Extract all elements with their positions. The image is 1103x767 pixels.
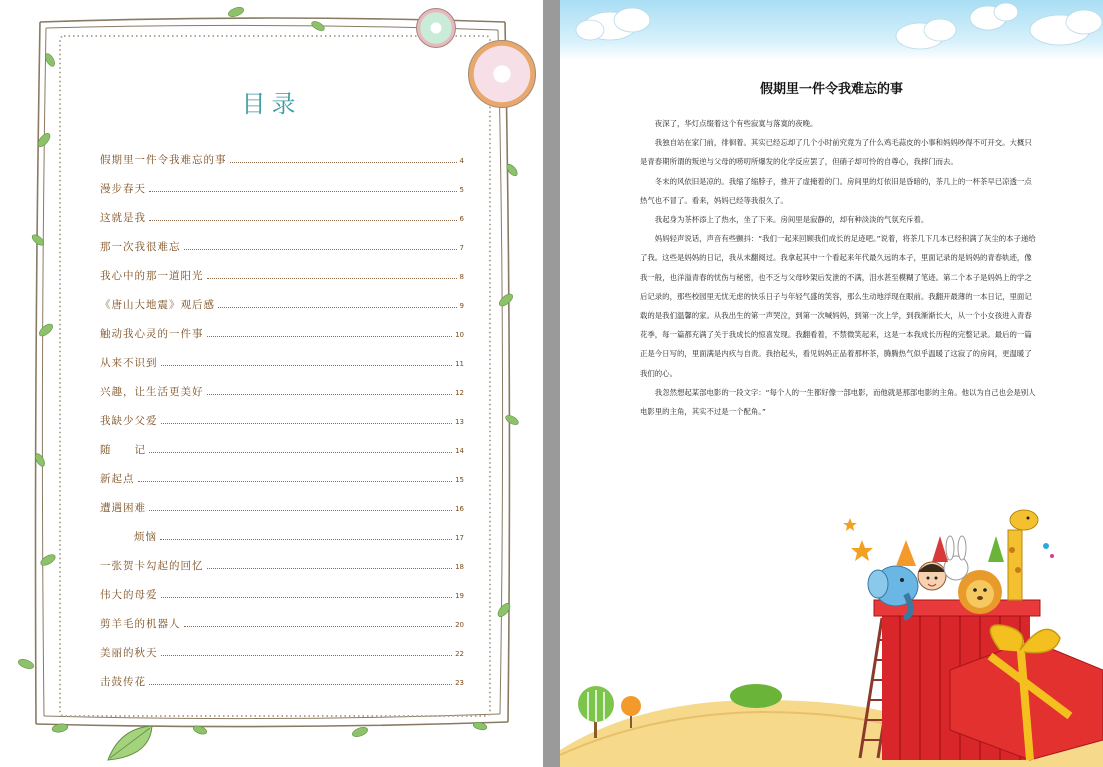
toc-entry[interactable] [100, 602, 464, 631]
toc-list [100, 138, 464, 689]
toc-entry[interactable] [100, 138, 464, 167]
toc-dot-leader [207, 278, 457, 279]
toc-entry-title: 从来不识到 [100, 357, 158, 369]
toc-entry[interactable] [100, 660, 464, 689]
toc-entry[interactable] [100, 457, 464, 486]
toc-dot-leader [230, 162, 457, 163]
story-paragraph: 我独自站在家门前，徘徊着。其实已经忘却了几个小时前究竟为了什么鸡毛蒜皮的小事和妈妈吵得不可开交。大概只是青春期所谓的叛逆与父母的唠叨所爆发的化学反应罢了，但硝子却可怜的自尊心，我摔门而去。 [640, 138, 1032, 167]
toc-entry-title: 击鼓传花 [100, 676, 146, 688]
toc-entry-page-number: 22 [455, 650, 464, 658]
toc-entry-title: 遭遇困难 [100, 502, 146, 514]
clouds-decoration [560, 0, 1103, 70]
toc-entry-title: 烦恼 [134, 531, 157, 543]
toc-entry-page-number: 4 [459, 157, 464, 165]
toc-dot-leader [149, 191, 457, 192]
toc-entry-title: 这就是我 [100, 212, 146, 224]
toc-entry-page-number: 23 [455, 679, 464, 687]
toc-entry-title: 《唐山大地震》观后感 [100, 299, 215, 311]
toc-entry-title: 漫步春天 [100, 183, 146, 195]
toc-entry-page-number: 9 [459, 302, 464, 310]
story-title: 假期里一件令我难忘的事 [759, 82, 903, 97]
toc-page [0, 0, 543, 767]
donut-decoration-small [416, 8, 456, 48]
toc-entry[interactable] [100, 428, 464, 457]
toc-dot-leader [149, 452, 452, 453]
toc-entry-page-number: 15 [455, 476, 464, 484]
story-body [640, 114, 1038, 421]
toc-entry-page-number: 18 [455, 563, 464, 571]
toc-entry-page-number: 13 [455, 418, 464, 426]
toc-entry-title: 假期里一件令我难忘的事 [100, 154, 227, 166]
toc-dot-leader [184, 626, 453, 627]
toc-entry[interactable] [100, 370, 464, 399]
toc-entry[interactable] [100, 341, 464, 370]
toc-entry-title: 我心中的那一道阳光 [100, 270, 204, 282]
toc-dot-leader [161, 655, 453, 656]
toc-dot-leader [207, 568, 453, 569]
toc-dot-leader [207, 394, 453, 395]
story-paragraph: 我起身为茶杯添上了热水，坐了下来。房间里是寂静的，却有种淡淡的气氛充斥着。 [654, 215, 929, 225]
toc-entry[interactable] [100, 225, 464, 254]
toc-entry-title: 随 记 [100, 444, 146, 456]
toc-entry[interactable] [100, 573, 464, 602]
toc-entry-title: 新起点 [100, 473, 135, 485]
toc-entry-page-number: 17 [455, 534, 464, 542]
toc-entry-title: 伟大的母爱 [100, 589, 158, 601]
toc-entry[interactable] [100, 254, 464, 283]
toc-dot-leader [184, 249, 457, 250]
toc-entry-title: 触动我心灵的一件事 [100, 328, 204, 340]
story-paragraph: 冬末的风依旧是凉的。我缩了缩脖子，推开了虚掩着的门。房间里的灯依旧是昏暗的，茶几上的一杯茶早已凉透一点热气也不冒了。看来，妈妈已经等我很久了。 [640, 176, 1032, 205]
toc-dot-leader [161, 597, 453, 598]
toc-entry-page-number: 6 [459, 215, 464, 223]
party-gift-illustration [560, 500, 1103, 767]
toc-entry-title: 那一次我很难忘 [100, 241, 181, 253]
toc-entry-page-number: 5 [459, 186, 464, 194]
story-paragraph: 夜深了，华灯点缀着这个有些寂寞与落寞的夜晚。 [654, 119, 818, 128]
toc-dot-leader [149, 510, 452, 511]
toc-entry[interactable] [100, 544, 464, 573]
toc-entry-page-number: 10 [455, 331, 464, 339]
toc-dot-leader [161, 423, 453, 424]
toc-dot-leader [218, 307, 457, 308]
toc-entry[interactable] [100, 283, 464, 312]
toc-dot-leader [207, 336, 453, 337]
toc-entry-page-number: 14 [455, 447, 464, 455]
toc-dot-leader [138, 481, 453, 482]
toc-dot-leader [161, 365, 453, 366]
toc-entry-page-number: 11 [455, 360, 464, 368]
toc-entry[interactable] [100, 312, 464, 341]
toc-entry-page-number: 12 [455, 389, 464, 397]
toc-entry-title: 剪羊毛的机器人 [100, 618, 181, 630]
toc-entry-page-number: 7 [459, 244, 464, 252]
story-page [560, 0, 1103, 767]
toc-entry-title: 一张贺卡勾起的回忆 [100, 560, 204, 572]
toc-dot-leader [149, 220, 457, 221]
toc-dot-leader [149, 684, 452, 685]
toc-entry-page-number: 8 [459, 273, 464, 281]
toc-entry[interactable] [100, 631, 464, 660]
toc-entry[interactable] [100, 515, 464, 544]
toc-entry-page-number: 20 [455, 621, 464, 629]
toc-entry[interactable] [100, 399, 464, 428]
toc-title: 目录 [241, 90, 302, 118]
toc-dot-leader [160, 539, 452, 540]
toc-entry-page-number: 16 [455, 505, 464, 513]
toc-entry-title: 兴趣，让生活更美好 [100, 386, 204, 398]
toc-entry[interactable] [100, 167, 464, 196]
toc-entry-title: 我缺少父爱 [100, 415, 158, 427]
toc-entry[interactable] [100, 486, 464, 515]
toc-entry[interactable] [100, 196, 464, 225]
toc-entry-page-number: 19 [455, 592, 464, 600]
toc-entry-title: 美丽的秋天 [100, 647, 158, 659]
story-paragraph: 我忽然想起某部电影的一段文字：“每个人的一生都好像一部电影，而他就是那部电影的主角。他以为自己也会是别人电影里的主角，其实不过是一个配角。” [640, 387, 1036, 417]
story-paragraph: 妈妈轻声说话，声音有些颤抖：“我们一起来回顾我们成长的足迹吧。”说着，将茶几下几本已经积满了灰尘的本子递给了我。这些是妈妈的日记，我从未翻阅过。我拿起其中一个看起来年代最久远的本子，里面记录的是妈妈的青春轨迹，像我一般，也洋溢青春的忧伤与秘密，也不乏与父母吵架后发泄的不满，泪水甚至模糊了笔迹。第二个本子是妈妈上的学之后记录的，那些校园里无忧无虑的快乐日子与年轻气盛的笑容，那么生动地浮现在眼前。我翻开最薄的一本日记，里面记载的是我们温馨的家。从我出生的第一声哭泣，到第一次喊妈妈，到第一次上学，到我渐渐长大，从一个小女孩进入青春花季，每一篇都充满了关于我成长的惊喜发现。我翻看着，不禁微笑起来，这是一本我成长历程的完整记录。最后的一篇正是今日写的，里面满是内疚与自责。我抬起头，看见妈妈正品着那杯茶，腾腾热气似乎温暖了这寂了的房间，更温暖了我们的心。 [640, 234, 1036, 378]
